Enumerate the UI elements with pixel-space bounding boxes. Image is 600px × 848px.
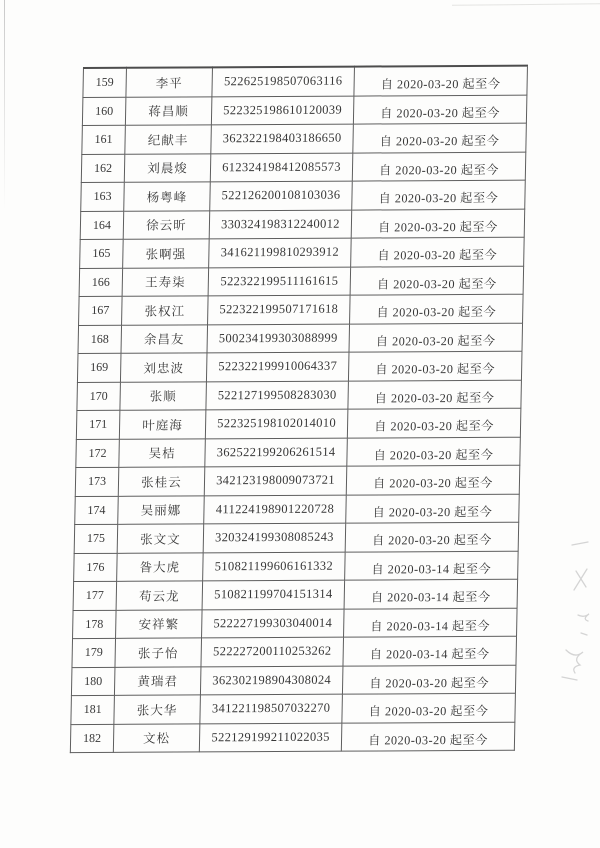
period-text: 自 2020-03-20 起至今 [374, 390, 495, 406]
cell-period [347, 408, 521, 437]
cell-id: 341621199810293912 [209, 238, 352, 267]
table-row [79, 294, 524, 325]
cell-id: 522322199511161615 [208, 267, 351, 296]
cell-period [348, 380, 522, 409]
cell-index: 170 [77, 382, 121, 411]
cell-name: 张顺 [120, 381, 207, 410]
cell-name: 刘晨焌 [124, 153, 211, 182]
cell-period [348, 351, 522, 380]
period-text: 自 2020-03-20 起至今 [369, 675, 490, 691]
table-row [81, 152, 526, 183]
period-text: 自 2020-03-20 起至今 [372, 504, 493, 520]
cell-index: 163 [81, 182, 125, 211]
cell-name: 张子怡 [115, 638, 202, 667]
cell-id: 522325198102014010 [205, 409, 348, 438]
period-text: 自 2020-03-20 起至今 [375, 333, 496, 349]
period-text: 自 2020-03-20 起至今 [371, 533, 492, 548]
cell-index: 176 [74, 553, 118, 582]
period-text: 自 2020-03-14 起至今 [371, 561, 492, 577]
cell-period [352, 180, 526, 209]
table-row [75, 465, 520, 496]
cell-id: 522322199910064337 [206, 352, 349, 381]
cell-period [353, 123, 527, 152]
cell-name: 蒋昌顺 [125, 96, 212, 125]
table-row [79, 266, 524, 297]
cell-period [344, 579, 518, 608]
period-text: 自 2020-03-20 起至今 [378, 191, 499, 206]
table-row [77, 380, 522, 411]
cell-id: 522129199211022035 [199, 723, 342, 752]
cell-index: 165 [80, 239, 124, 268]
cell-index: 179 [72, 638, 116, 667]
table-row [75, 494, 520, 525]
period-text: 自 2020-03-20 起至今 [380, 105, 501, 121]
cell-id: 341221198507032270 [200, 694, 343, 723]
cell-period [351, 237, 525, 266]
period-text: 自 2020-03-20 起至今 [380, 77, 501, 92]
period-text: 自 2020-03-14 起至今 [369, 647, 490, 662]
scan-artifact-left-edge-line [4, 0, 5, 210]
table-row [76, 408, 521, 439]
period-text: 自 2020-03-14 起至今 [370, 590, 491, 605]
table-row [77, 351, 522, 382]
period-text: 自 2020-03-20 起至今 [375, 362, 496, 377]
table-row [81, 180, 526, 211]
cell-index: 160 [82, 97, 126, 126]
cell-period [350, 266, 524, 295]
roster-table [70, 65, 528, 753]
cell-name: 徐云昕 [123, 210, 210, 239]
cell-name: 张桂云 [118, 467, 205, 496]
cell-name: 黄瑞君 [114, 666, 201, 695]
cell-period [353, 95, 527, 124]
cell-name: 吴桔 [119, 438, 206, 467]
cell-index: 167 [79, 296, 123, 325]
cell-period [349, 323, 523, 352]
cell-id: 612324198412085573 [210, 153, 353, 182]
cell-id: 522227200110253262 [201, 637, 344, 666]
table-row [83, 66, 528, 97]
table-row [82, 95, 527, 126]
table-row [78, 323, 523, 354]
period-text: 自 2020-03-20 起至今 [377, 248, 498, 263]
table-row [80, 209, 525, 240]
cell-period [354, 66, 528, 96]
cell-period [351, 209, 525, 238]
cell-index: 177 [73, 581, 117, 610]
cell-index: 181 [71, 695, 115, 724]
cell-period [343, 636, 517, 665]
cell-index: 182 [70, 724, 114, 753]
cell-period [346, 465, 520, 494]
cell-id: 522227199303040014 [202, 609, 345, 638]
cell-id: 362322198403186650 [211, 124, 354, 153]
cell-name: 张文文 [117, 524, 204, 553]
table-row [74, 522, 519, 553]
cell-name: 王寿柒 [122, 267, 209, 296]
cell-name: 昝大虎 [117, 552, 204, 581]
cell-period [346, 494, 520, 523]
table-row [71, 693, 516, 724]
table-row [76, 437, 521, 468]
cell-period [347, 437, 521, 466]
cell-index: 173 [75, 467, 119, 496]
cell-name: 余昌友 [121, 324, 208, 353]
period-text: 自 2020-03-20 起至今 [374, 419, 495, 434]
cell-period [342, 665, 516, 694]
roster-table-body [70, 66, 527, 753]
cell-id: 342123198009073721 [204, 466, 347, 495]
period-text: 自 2020-03-20 起至今 [378, 162, 499, 178]
table-row [73, 608, 518, 639]
cell-period [341, 722, 515, 751]
cell-name: 张啊强 [123, 239, 210, 268]
scan-artifact-top-right-hairline [452, 3, 600, 6]
cell-id: 411224198901220728 [204, 495, 347, 524]
cell-id: 522625198507063116 [212, 67, 355, 97]
cell-id: 330324198312240012 [209, 210, 352, 239]
cell-index: 178 [73, 610, 117, 639]
cell-period [345, 551, 519, 580]
period-text: 自 2020-03-20 起至今 [379, 134, 500, 149]
cell-index: 162 [81, 154, 125, 183]
period-text: 自 2020-03-20 起至今 [376, 305, 497, 320]
period-text: 自 2020-03-20 起至今 [377, 219, 498, 235]
cell-name: 文松 [113, 723, 200, 752]
table-row [82, 123, 527, 154]
scan-artifact-ink-bleed-marks [552, 535, 600, 720]
period-text: 自 2020-03-14 起至今 [370, 618, 491, 634]
cell-index: 164 [80, 211, 124, 240]
table-row [73, 579, 518, 610]
cell-name: 张大华 [114, 695, 201, 724]
cell-index: 175 [74, 524, 118, 553]
cell-index: 174 [75, 496, 119, 525]
cell-period [352, 152, 526, 181]
table-row [80, 237, 525, 268]
cell-index: 180 [71, 667, 115, 696]
cell-id: 510821199704151314 [202, 580, 345, 609]
cell-id: 522127199508283030 [206, 381, 349, 410]
cell-period [345, 522, 519, 551]
cell-id: 522325198610120039 [211, 96, 354, 125]
cell-index: 171 [76, 410, 120, 439]
period-text: 自 2020-03-20 起至今 [368, 732, 489, 748]
table-row [72, 636, 517, 667]
cell-name: 刘忠波 [120, 353, 207, 382]
cell-id: 510821199606161332 [203, 552, 346, 581]
period-text: 自 2020-03-20 起至今 [376, 276, 497, 292]
period-text: 自 2020-03-20 起至今 [372, 476, 493, 491]
cell-id: 500234199303088999 [207, 324, 350, 353]
cell-id: 362522199206261514 [205, 438, 348, 467]
cell-period [344, 608, 518, 637]
cell-name: 张权江 [122, 296, 209, 325]
cell-name: 李平 [126, 67, 213, 96]
cell-name: 杨粤峰 [124, 182, 211, 211]
cell-period [350, 294, 524, 323]
cell-id: 522126200108103036 [210, 181, 353, 210]
cell-id: 362302198904308024 [200, 666, 343, 695]
cell-index: 172 [76, 439, 120, 468]
cell-name: 叶庭海 [119, 410, 206, 439]
cell-index: 159 [83, 68, 127, 97]
cell-name: 安祥繁 [116, 609, 203, 638]
cell-index: 166 [79, 268, 123, 297]
cell-name: 苟云龙 [116, 581, 203, 610]
cell-index: 168 [78, 325, 122, 354]
table-row [71, 665, 516, 696]
cell-index: 161 [82, 125, 126, 154]
cell-name: 吴丽娜 [118, 495, 205, 524]
period-text: 自 2020-03-20 起至今 [368, 704, 489, 719]
cell-period [342, 693, 516, 722]
cell-id: 320324199308085243 [203, 523, 346, 552]
cell-index: 169 [77, 353, 121, 382]
cell-id: 522322199507171618 [208, 295, 351, 324]
table-row [70, 722, 515, 753]
roster-table-wrapper [70, 65, 527, 753]
cell-name: 纪献丰 [125, 125, 212, 154]
period-text: 自 2020-03-20 起至今 [373, 447, 494, 463]
table-row [74, 551, 519, 582]
